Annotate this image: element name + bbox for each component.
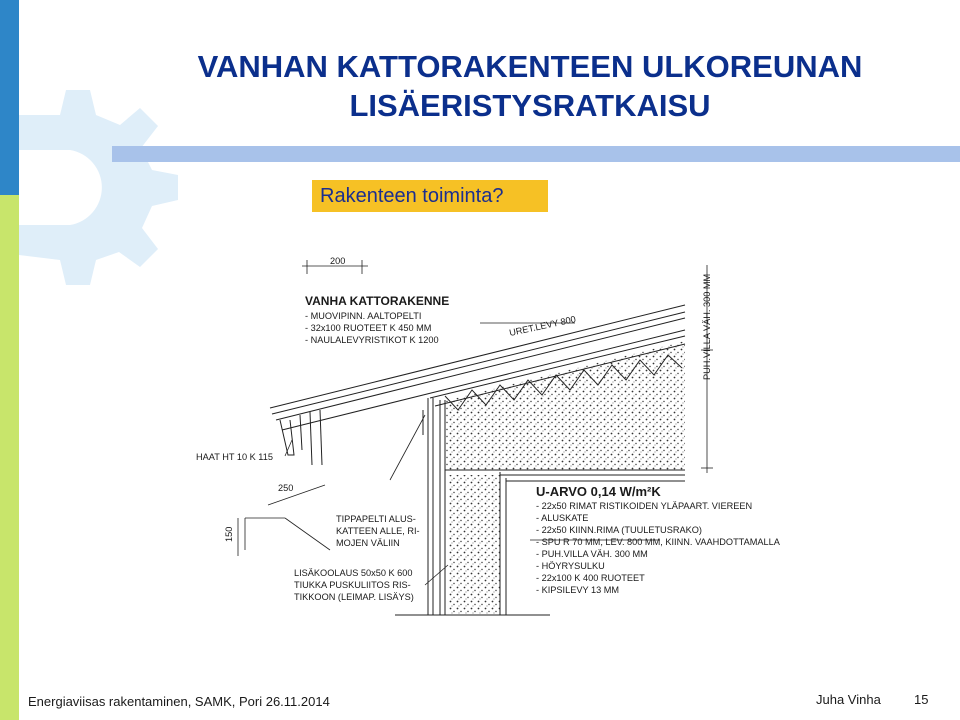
old-roof-heading: VANHA KATTORAKENNE <box>305 294 450 308</box>
eave-line-3 <box>320 410 322 465</box>
new-structure-item-6: - HÖYRYSULKU <box>536 561 605 571</box>
flashing-line-slope <box>285 518 330 550</box>
tippapelti-line-2: KATTEEN ALLE, RI- <box>336 526 420 536</box>
new-structure-item-2: - ALUSKATE <box>536 513 589 523</box>
lisakoolaus-line-3: TIKKOON (LEIMAP. LISÄYS) <box>294 592 414 602</box>
dimension-200-label: 200 <box>330 256 346 266</box>
old-roof-item-1: - MUOVIPINN. AALTOPELTI <box>305 311 422 321</box>
slide-title-line-2: LISÄERISTYSRATKAISU <box>349 88 711 123</box>
tippapelti-line-1: TIPPAPELTI ALUS- <box>336 514 416 524</box>
new-structure-item-3: - 22x50 KIINN.RIMA (TUULETUSRAKO) <box>536 525 702 535</box>
attic-insulation-fill <box>445 341 685 470</box>
uretlevy-label: URET.LEVY 800 <box>508 314 577 338</box>
question-callout: Rakenteen toiminta? <box>312 180 548 212</box>
lisakoolaus-line-2: TIUKKA PUSKULIITOS RIS- <box>294 580 411 590</box>
u-value-label: U-ARVO 0,14 W/m²K <box>536 484 661 499</box>
eave-board <box>280 420 294 455</box>
lisakoolaus-line-1: LISÄKOOLAUS 50x50 K 600 <box>294 568 413 578</box>
dimension-150-label: 150 <box>224 526 234 542</box>
dimension-250-label: 250 <box>278 483 294 493</box>
old-roof-item-3: - NAULALEVYRISTIKOT K 1200 <box>305 335 439 345</box>
puhvilla-vertical-label: PUH.VILLA VÄH. 300 MM <box>702 273 712 380</box>
dim-line-250 <box>268 485 325 505</box>
footer-author: Juha Vinha <box>816 692 881 707</box>
new-structure-item-5: - PUH.VILLA VÄH. 300 MM <box>536 549 648 559</box>
eave-line-2 <box>310 412 312 465</box>
new-structure-item-1: - 22x50 RIMAT RISTIKOIDEN YLÄPAART. VIEREEN <box>536 501 753 511</box>
tippapelti-line-3: MOJEN VÄLIIN <box>336 538 400 548</box>
new-structure-item-7: - 22x100 K 400 RUOTEET <box>536 573 645 583</box>
wall-insulation-fill <box>448 475 500 615</box>
old-roof-item-2: - 32x100 RUOTEET K 450 MM <box>305 323 432 333</box>
new-structure-item-4: - SPU R 70 MM, LEV. 800 MM, KIINN. VAAHDOTTAMALLA <box>536 537 780 547</box>
footer-event-text: Energiaviisas rakentaminen, SAMK, Pori 26.11.2014 <box>28 694 330 709</box>
slide-title <box>150 47 910 125</box>
title-underline-rule <box>112 146 960 162</box>
haat-label: HAAT HT 10 K 115 <box>196 452 273 462</box>
slide-title-line-1: VANHAN KATTORAKENTEEN ULKOREUNAN <box>197 49 863 84</box>
roof-edge-section-drawing <box>190 250 810 622</box>
leader-tippapelti <box>390 415 425 480</box>
eave-line-1 <box>300 415 302 450</box>
page-number: 15 <box>914 692 929 707</box>
new-structure-item-8: - KIPSILEVY 13 MM <box>536 585 620 595</box>
